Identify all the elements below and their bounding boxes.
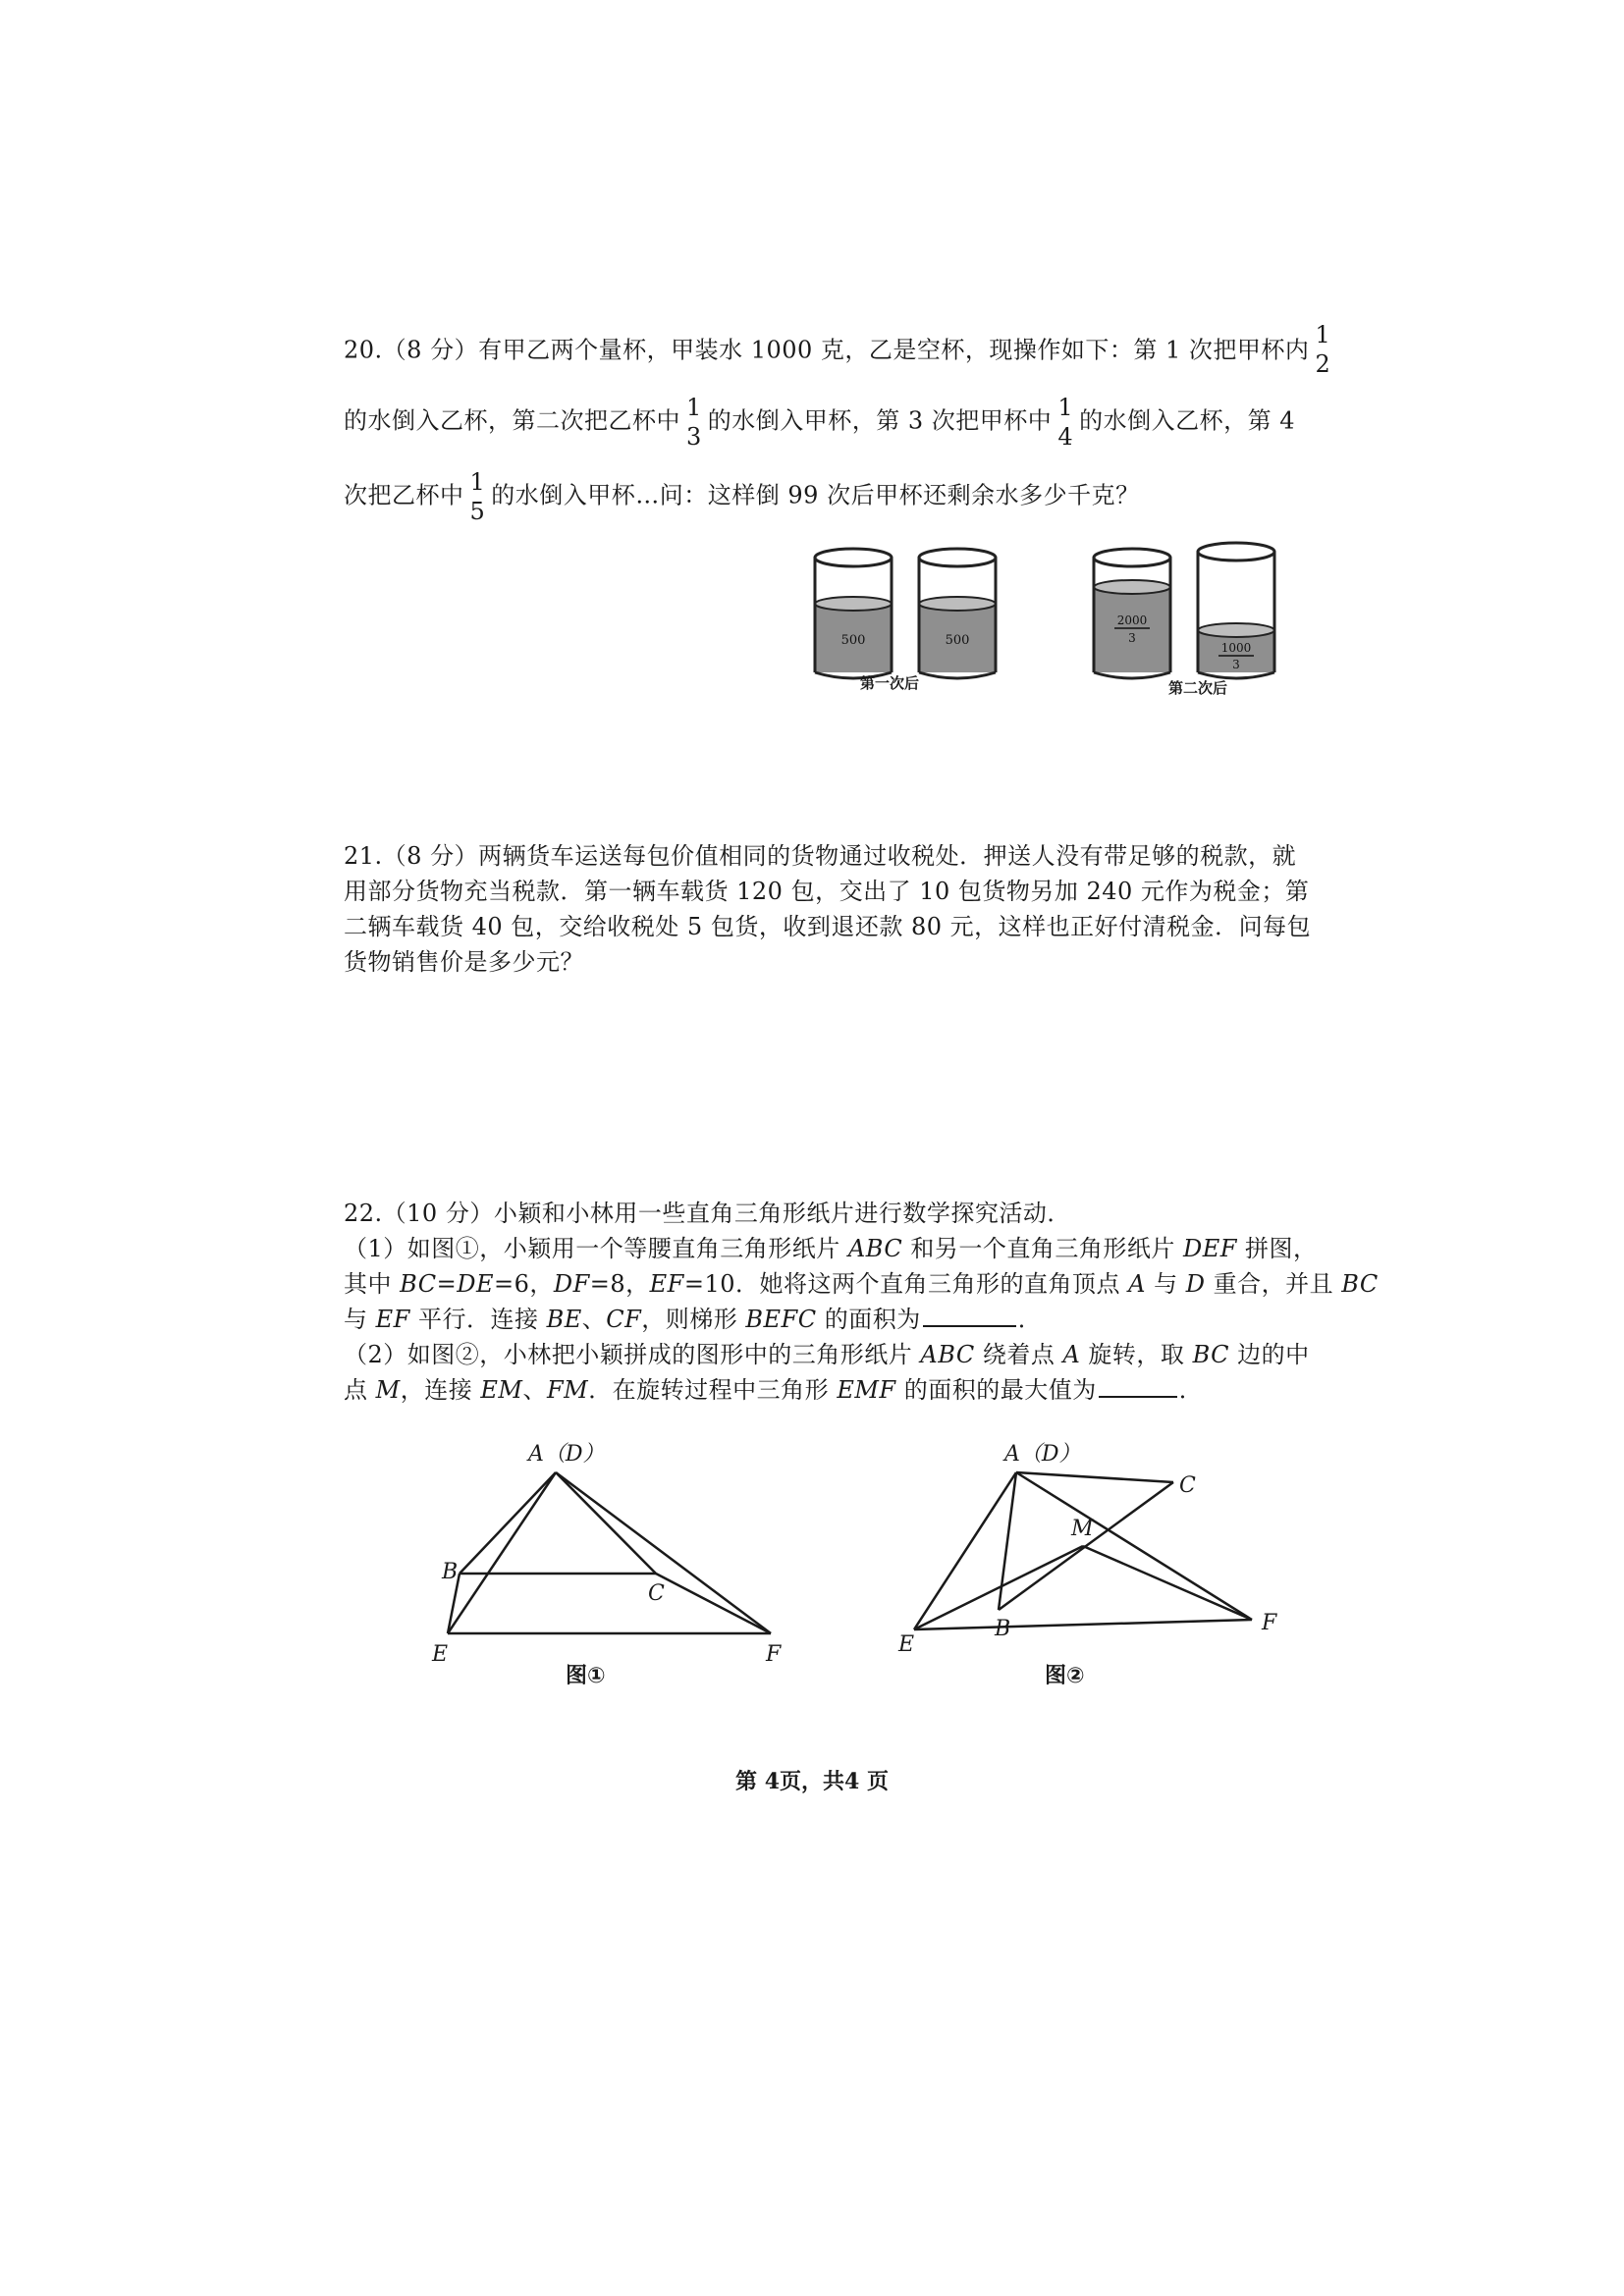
fig2-label-C: C: [1179, 1473, 1196, 1498]
fig1-label-F: F: [766, 1642, 782, 1667]
figure-2: [889, 1433, 1301, 1688]
fig2-edge-AE: [914, 1472, 1016, 1629]
answer-blank-1[interactable]: [923, 1302, 1016, 1327]
fig1-edge-AC: [556, 1472, 656, 1574]
cup-3-water: [1094, 587, 1170, 672]
figure-2-caption: 图②: [1045, 1664, 1085, 1688]
fig1-label-E: E: [432, 1642, 449, 1667]
fig1-edge-CF: [656, 1574, 771, 1633]
q20-line-3: 次把乙杯中 1 5 的水倒入甲杯…问：这样倒 99 次后甲杯还剩余水多少千克？: [344, 468, 1140, 525]
q22-line-6: 点 M，连接 EM、FM．在旋转过程中三角形 EMF 的面积的最大值为 ．: [344, 1372, 1203, 1408]
figure-1: [412, 1433, 835, 1688]
fraction-fifth: 1 5: [469, 468, 486, 525]
fig2-edge-AB: [999, 1472, 1016, 1610]
page-footer: 第 4页，共4 页: [735, 1769, 889, 1794]
q21-line-3: 二辆车载货 40 包，交给收税处 5 包货，收到退还款 80 元，这样也正好付清税金．问每包: [344, 913, 1312, 940]
question-22: [344, 1196, 1379, 1421]
fig2-edge-FM: [1083, 1546, 1252, 1620]
cup-4-label-den: 3: [1232, 658, 1240, 671]
fig1-edge-AF: [556, 1472, 771, 1633]
cups-caption-1: 第一次后: [860, 674, 920, 692]
fig1-edge-AB: [460, 1472, 556, 1574]
cup-4: [1198, 543, 1274, 678]
q22-line-1: 22.（10 分）小颖和小林用一些直角三角形纸片进行数学探究活动．: [344, 1200, 1071, 1227]
cup-2-label: 500: [945, 633, 970, 648]
fig2-edge-EF: [914, 1620, 1252, 1629]
fig2-label-B: B: [995, 1617, 1011, 1641]
fraction-half: 1 2: [1315, 321, 1331, 378]
fig2-edge-AC: [1016, 1472, 1173, 1482]
q21-line-4: 货物销售价是多少元？: [344, 948, 584, 976]
question-21: [344, 838, 1312, 995]
fig1-label-A: A（D）: [528, 1442, 605, 1467]
fig1-label-C: C: [648, 1581, 665, 1606]
answer-blank-2[interactable]: [1099, 1372, 1177, 1398]
fig2-edge-AF: [1016, 1472, 1252, 1620]
q22-line-3: 其中 BC=DE=6，DF=8，EF=10．她将这两个直角三角形的直角顶点 A 与 D 重合，并且 BC: [344, 1270, 1379, 1298]
cup-3-label-num: 2000: [1116, 614, 1148, 627]
cups-caption-2: 第二次后: [1168, 679, 1228, 697]
fig1-edge-AE: [448, 1472, 556, 1633]
cup-4-label-num: 1000: [1220, 641, 1252, 655]
fraction-quarter: 1 4: [1057, 394, 1074, 451]
fig1-label-B: B: [442, 1560, 459, 1584]
q20-text: 20.（8 分）有甲乙两个量杯，甲装水 1000 克，乙是空杯，现操作如下：第 1 次把甲杯内: [344, 336, 1310, 364]
q21-line-1: 21.（8 分）两辆货车运送每包价值相同的货物通过收税处．押送人没有带足够的税款，就: [344, 842, 1297, 870]
q20-line-2: 的水倒入乙杯，第二次把乙杯中 1 3 的水倒入甲杯，第 3 次把甲杯中 1 4 的水倒入乙杯，第 4: [344, 394, 1295, 451]
cup-2: [919, 549, 996, 678]
fig2-label-A: A（D）: [1004, 1442, 1081, 1467]
fig2-label-M: M: [1071, 1517, 1094, 1541]
cup-1: [815, 549, 892, 678]
cup-1-label: 500: [840, 633, 866, 648]
q22-line-2: （1）如图①，小颖用一个等腰直角三角形纸片 ABC 和另一个直角三角形纸片 DEF 拼图，: [344, 1235, 1318, 1262]
figure-1-caption: 图①: [566, 1664, 606, 1688]
fig2-label-E: E: [898, 1632, 915, 1657]
q22-line-5: （2）如图②，小林把小颖拼成的图形中的三角形纸片 ABC 绕着点 A 旋转，取 BC 边的中: [344, 1341, 1310, 1368]
q20-line-1: [344, 322, 1336, 381]
fraction-third: 1 3: [686, 394, 702, 451]
fig2-label-F: F: [1262, 1611, 1277, 1635]
cup-3: [1094, 549, 1170, 678]
q21-line-2: 用部分货物充当税款．第一辆车载货 120 包，交出了 10 包货物另加 240 元作为税金；第: [344, 878, 1310, 905]
q22-line-4: 与 EF 平行．连接 BE、CF，则梯形 BEFC 的面积为 ．: [344, 1302, 1042, 1337]
cup-3-label-den: 3: [1128, 631, 1136, 645]
